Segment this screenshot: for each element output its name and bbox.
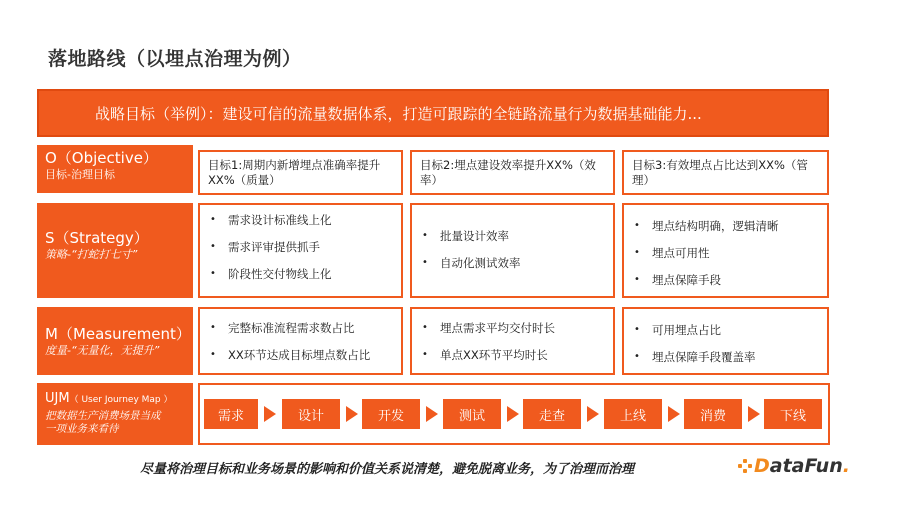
objective-text-3: 目标3:有效埋点占比达到XX%（管理） <box>632 158 808 187</box>
strategy-goal-text: 战略目标（举例）：建设可信的流量数据体系，打造可跟踪的全链路流量行为数据基础能力... <box>95 104 702 123</box>
arrow-right-icon <box>264 406 276 422</box>
list-item: • 埋点可用性 <box>634 246 819 260</box>
list-item: • 自动化测试效率 <box>422 256 605 270</box>
ujm-step-develop: 开发 <box>362 399 420 429</box>
strategy-label <box>37 203 193 298</box>
ujm-label-small: （ User Journey Map ） <box>69 395 173 405</box>
datafun-logo <box>738 455 850 477</box>
datafun-logo-dot: . <box>842 455 850 477</box>
ujm-step-design: 设计 <box>282 399 340 429</box>
arrow-right-icon <box>587 406 599 422</box>
ujm-label-sub-2: 一项业务来看待 <box>45 423 119 435</box>
ujm-step-offline: 下线 <box>764 399 822 429</box>
arrow-right-icon <box>426 406 438 422</box>
ujm-step-test: 测试 <box>443 399 501 429</box>
ujm-step-track <box>198 383 830 445</box>
list-item: • 需求设计标准线上化 <box>210 213 393 227</box>
ujm-step-requirement: 需求 <box>204 399 258 429</box>
datafun-logo-text: ataFun <box>769 455 843 477</box>
list-item: • 批量设计效率 <box>422 229 605 243</box>
ujm-label-text: UJM <box>45 391 70 406</box>
measurement-label-sub: 度量-“无量化，无提升” <box>45 344 160 357</box>
strategy-cell-1 <box>198 203 403 298</box>
objective-cell-2 <box>410 150 615 195</box>
ujm-label-sub-1: 把数据生产消费场景当成 <box>45 410 161 422</box>
ujm-step-consume: 消费 <box>684 399 742 429</box>
ujm-step-launch: 上线 <box>604 399 662 429</box>
datafun-logo-icon <box>738 459 752 473</box>
list-item: • 需求评审提供抓手 <box>210 240 393 254</box>
objective-text-2: 目标2:埋点建设效率提升XX%（效率） <box>420 158 596 187</box>
list-item: • 完整标准流程需求数占比 <box>210 321 393 335</box>
datafun-logo-d: D <box>754 455 770 477</box>
objective-label <box>37 145 193 193</box>
strategy-label-sub: 策略-“打蛇打七寸” <box>45 248 138 261</box>
objective-cell-3 <box>622 150 829 195</box>
ujm-step-walkthrough: 走查 <box>523 399 581 429</box>
objective-text-1: 目标1:周期内新增埋点准确率提升XX%（质量） <box>208 158 381 187</box>
page-title: 落地路线（以埋点治理为例） <box>48 48 302 70</box>
measurement-cell-1 <box>198 307 403 375</box>
arrow-right-icon <box>507 406 519 422</box>
ujm-label <box>37 383 193 445</box>
list-item: • 埋点结构明确，逻辑清晰 <box>634 219 819 233</box>
measurement-label-title: M（Measurement） <box>45 325 191 343</box>
measurement-cell-3 <box>622 307 829 375</box>
strategy-cell-2 <box>410 203 615 298</box>
strategy-cell-3 <box>622 203 829 298</box>
strategy-goal-banner <box>37 89 829 137</box>
footer-note: 尽量将治理目标和业务场景的影响和价值关系说清楚，避免脱离业务，为了治理而治理 <box>140 462 635 477</box>
objective-label-sub: 目标-治理目标 <box>45 168 115 181</box>
list-item: • 阶段性交付物线上化 <box>210 267 393 281</box>
ujm-label-title <box>45 389 193 410</box>
arrow-right-icon <box>748 406 760 422</box>
objective-cell-1 <box>198 150 403 195</box>
list-item: • 埋点需求平均交付时长 <box>422 321 605 335</box>
strategy-label-title: S（Strategy） <box>45 229 149 247</box>
measurement-label <box>37 307 193 375</box>
arrow-right-icon <box>668 406 680 422</box>
list-item: • 埋点保障手段 <box>634 273 819 287</box>
list-item: • 埋点保障手段覆盖率 <box>634 350 819 364</box>
arrow-right-icon <box>346 406 358 422</box>
list-item: • 可用埋点占比 <box>634 323 819 337</box>
list-item: • 单点XX环节平均时长 <box>422 348 605 362</box>
measurement-cell-2 <box>410 307 615 375</box>
list-item: • XX环节达成目标埋点数占比 <box>210 348 393 362</box>
objective-label-title: O（Objective） <box>45 149 158 167</box>
